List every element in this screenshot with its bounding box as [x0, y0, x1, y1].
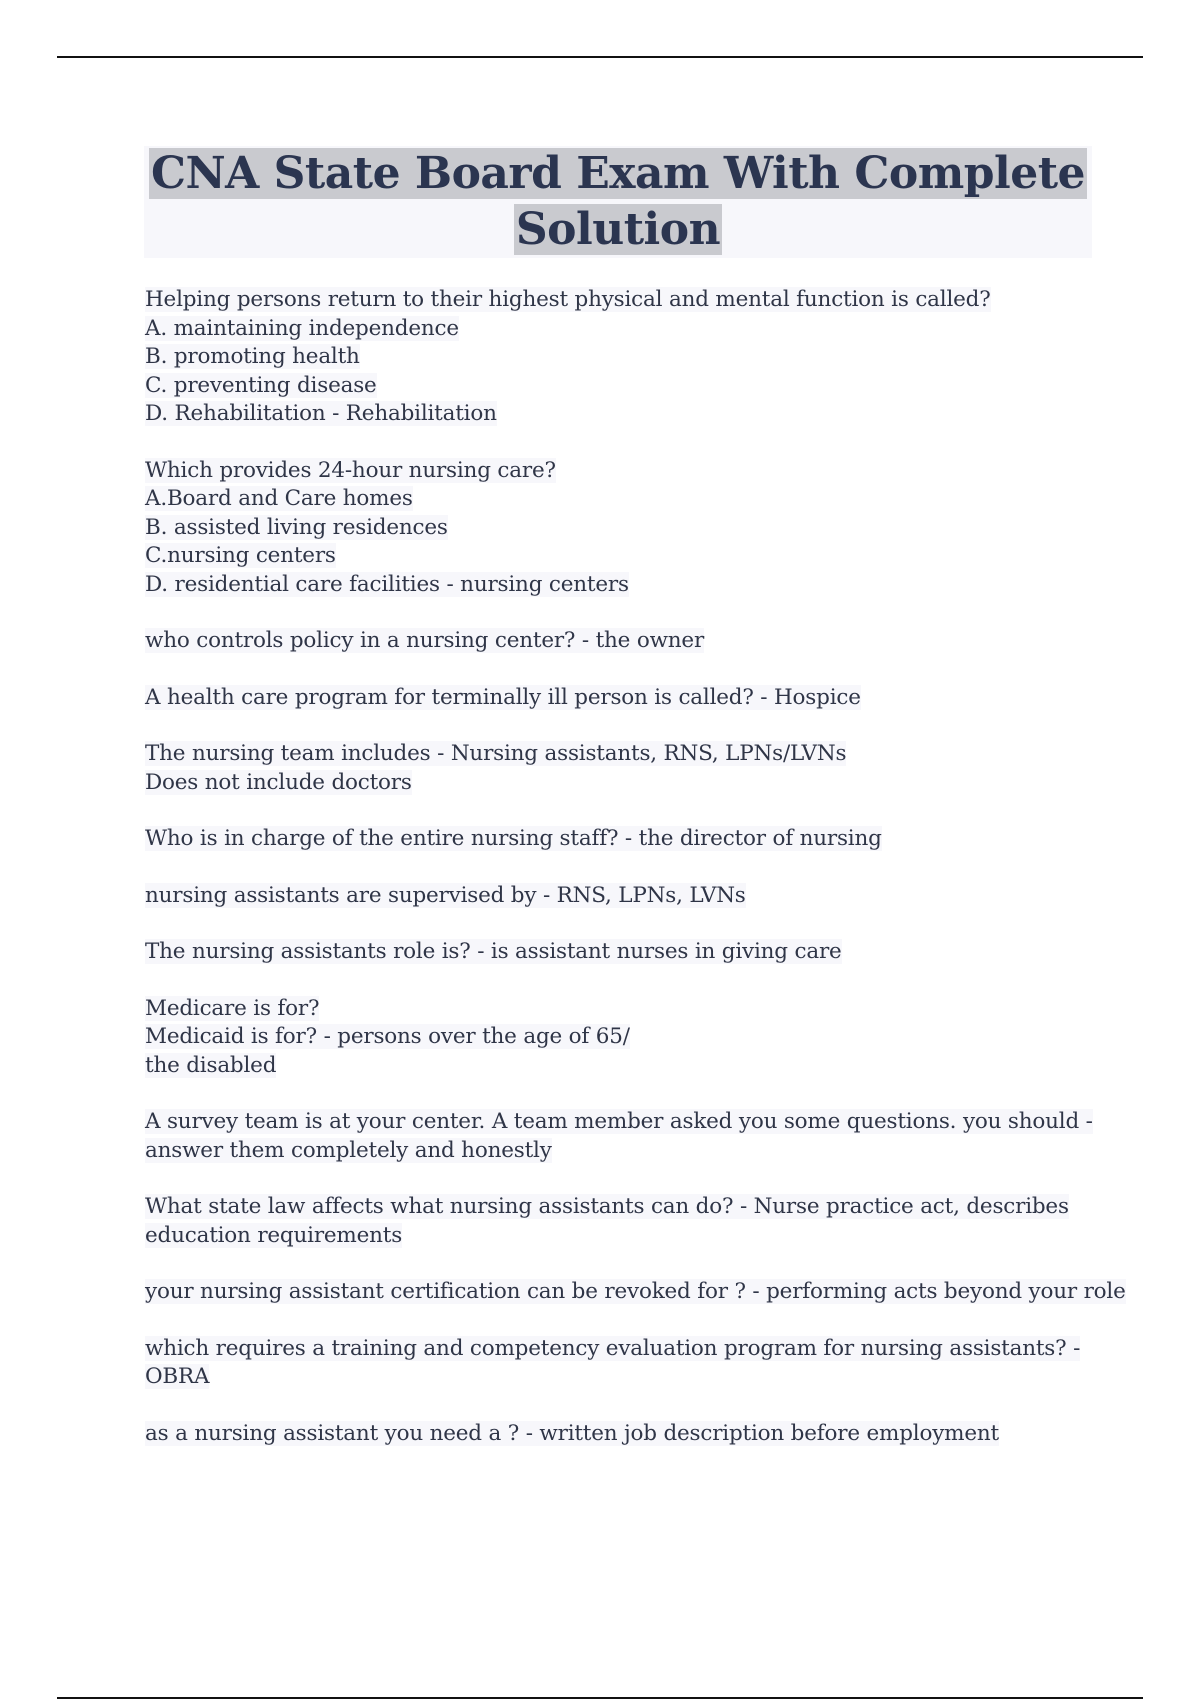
qa-line-text: nursing assistants are supervised by - RNS, LPNs, LVNs	[145, 882, 746, 908]
qa-line	[145, 1363, 1105, 1392]
qa-item	[145, 1335, 1105, 1392]
qa-line-text: D. Rehabilitation - Rehabilitation	[145, 401, 497, 426]
bottom-rule	[57, 1697, 1143, 1699]
qa-line	[145, 1137, 1105, 1166]
qa-line	[145, 740, 1105, 769]
page-title	[144, 146, 1092, 258]
qa-line-text: D. residential care facilities - nursing centers	[145, 571, 629, 597]
qa-line-text: B. promoting health	[145, 344, 360, 369]
qa-item	[145, 627, 1105, 656]
qa-line-text: A health care program for terminally ill person is called? - Hospice	[145, 684, 861, 710]
qa-line	[145, 1222, 1105, 1251]
qa-line-text: Medicare is for?	[145, 995, 320, 1021]
qa-item	[145, 286, 1105, 429]
qa-line	[145, 343, 1105, 372]
qa-line	[145, 1420, 1105, 1449]
qa-line-text: A. maintaining independence	[145, 315, 459, 341]
page-title-line-1: CNA State Board Exam With Complete	[150, 148, 1086, 199]
qa-line-text: Which provides 24-hour nursing care?	[145, 457, 556, 483]
title-block	[144, 146, 1092, 258]
qa-item	[145, 1278, 1126, 1307]
qa-line-text: What state law affects what nursing assistants can do? - Nurse practice act, describes	[145, 1194, 1069, 1219]
qa-line-text: who controls policy in a nursing center? - the owner	[145, 628, 705, 653]
qa-line	[145, 400, 1105, 429]
qa-item	[145, 1420, 1105, 1449]
qa-line-text: your nursing assistant certification can be revoked for ? - performing acts beyond your role	[145, 1279, 1126, 1304]
qa-item	[145, 825, 1105, 854]
qa-line	[145, 457, 1105, 486]
qa-line-text: education requirements	[145, 1222, 403, 1248]
qa-line	[145, 1278, 1126, 1307]
qa-item	[145, 684, 1105, 713]
qa-line	[145, 1023, 1105, 1052]
qa-line	[145, 1108, 1105, 1137]
qa-line-text: The nursing assistants role is? - is assistant nurses in giving care	[145, 939, 842, 964]
qa-line	[145, 542, 1105, 571]
qa-line	[145, 286, 1105, 315]
qa-item	[145, 457, 1105, 600]
qa-line	[145, 485, 1105, 514]
qa-item	[145, 938, 1105, 967]
qa-item	[145, 1193, 1105, 1250]
qa-line-text: B. assisted living residences	[145, 514, 448, 540]
qa-line-text: A survey team is at your center. A team member asked you some questions. you should -	[145, 1109, 1093, 1134]
qa-line-text: A.Board and Care homes	[145, 486, 413, 511]
qa-line	[145, 1335, 1105, 1364]
qa-line	[145, 627, 1105, 656]
qa-line	[145, 315, 1105, 344]
qa-list	[145, 286, 1126, 1476]
page-title-line-2: Solution	[515, 204, 721, 255]
qa-line-text: The nursing team includes - Nursing assistants, RNS, LPNs/LVNs	[145, 741, 847, 766]
qa-line	[145, 514, 1105, 543]
qa-line	[145, 684, 1105, 713]
qa-line-text: the disabled	[145, 1052, 277, 1078]
qa-line-text: Medicaid is for? - persons over the age of 65/	[145, 1024, 630, 1049]
qa-line-text: answer them completely and honestly	[145, 1137, 552, 1163]
qa-line	[145, 825, 1105, 854]
qa-line	[145, 571, 1105, 600]
qa-item	[145, 740, 1105, 797]
qa-line-text: OBRA	[145, 1364, 210, 1389]
qa-line-text: Who is in charge of the entire nursing staff? - the director of nursing	[145, 826, 882, 851]
qa-line	[145, 938, 1105, 967]
qa-line	[145, 769, 1105, 798]
qa-line-text: Helping persons return to their highest physical and mental function is called?	[145, 287, 991, 312]
qa-line	[145, 1052, 1105, 1081]
qa-line-text: Does not include doctors	[145, 769, 412, 795]
qa-line-text: C.nursing centers	[145, 543, 336, 568]
qa-item	[145, 1108, 1105, 1165]
top-rule	[57, 56, 1143, 58]
qa-line	[145, 1193, 1105, 1222]
qa-line-text: as a nursing assistant you need a ? - written job description before employment	[145, 1420, 999, 1446]
qa-line-text: which requires a training and competency evaluation program for nursing assistants? -	[145, 1335, 1081, 1361]
qa-item	[145, 882, 1105, 911]
qa-line	[145, 372, 1105, 401]
qa-line-text: C. preventing disease	[145, 372, 377, 398]
qa-item	[145, 995, 1105, 1081]
qa-line	[145, 882, 1105, 911]
qa-line	[145, 995, 1105, 1024]
